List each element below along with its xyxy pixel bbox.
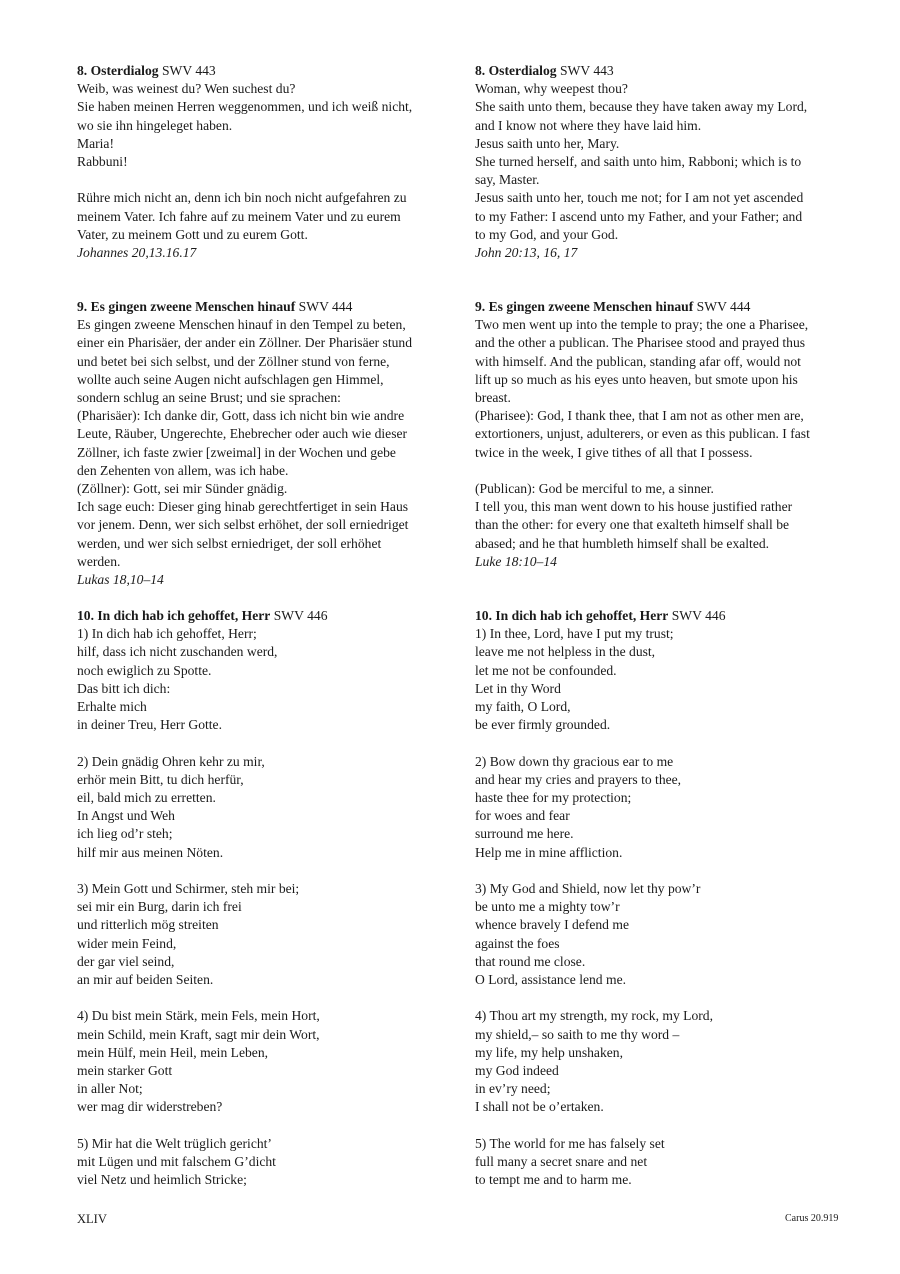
text-line: Zöllner, ich faste zwier [zweimal] in der Wochen und gebe (77, 444, 396, 460)
text-line: 1) In thee, Lord, have I put my trust; (475, 626, 674, 642)
text-line: an mir auf beiden Seiten. (77, 972, 214, 988)
section-heading (475, 607, 857, 625)
swv-number: SWV 444 (298, 299, 353, 314)
text-line: den Zehenten von allem, was ich habe. (77, 462, 289, 478)
text-line: 1) In dich hab ich gehoffet, Herr; (77, 626, 257, 642)
text-line: Jesus saith unto her, touch me not; for I am not yet ascended (475, 190, 804, 206)
text-line: Jesus saith unto her, Mary. (475, 135, 620, 151)
text-line: Maria! (77, 135, 114, 151)
text-line: (Zöllner): Gott, sei mir Sünder gnädig. (77, 481, 288, 497)
stanza-gap (77, 989, 459, 1007)
section-heading (475, 298, 857, 316)
text-line: extortioners, unjust, adulterers, or even as this publican. I fast (475, 426, 810, 442)
text-line: Leute, Räuber, Ungerechte, Ehebrecher oder auch wie dieser (77, 426, 408, 442)
text-line: be ever firmly grounded. (475, 717, 611, 733)
stanza-gap (77, 862, 459, 880)
text-line: ich lieg od’r steh; (77, 826, 173, 842)
text-line: 2) Bow down thy gracious ear to me (475, 753, 674, 769)
text-line: surround me here. (475, 826, 574, 842)
text-line: hilf mir aus meinen Nöten. (77, 844, 224, 860)
text-line: abased; and he that humbleth himself shall be exalted. (475, 535, 770, 551)
text-line: against the foes (475, 935, 560, 951)
text-line: Two men went up into the temple to pray; the one a Pharisee, (475, 317, 809, 333)
text-line: and I know not where they have laid him. (475, 117, 702, 133)
text-line: Rabbuni! (77, 154, 128, 170)
text-line: breast. (475, 390, 511, 406)
stanza-gap (475, 1117, 857, 1135)
text-line: twice in the week, I give tithes of all that I possess. (475, 444, 753, 460)
text-line: Vater, zu meinem Gott und zu eurem Gott. (77, 226, 308, 242)
text-line: 5) Mir hat die Welt trüglich gericht’ (77, 1135, 272, 1151)
text-line: In Angst und Weh (77, 808, 175, 824)
text-line: werden, und wer sich selbst erniedriget, der soll erhöhet (77, 535, 382, 551)
text-line: viel Netz und heimlich Stricke; (77, 1172, 247, 1188)
german-section-9 (77, 298, 459, 589)
text-line: Ich sage euch: Dieser ging hinab gerechtfertiget in sein Haus (77, 499, 409, 515)
stanza-gap (475, 462, 857, 480)
section-heading (77, 298, 459, 316)
text-line: in ev’ry need; (475, 1081, 551, 1097)
text-line: eil, bald mich zu erretten. (77, 790, 216, 806)
text-line: with himself. And the publican, standing afar off, would not (475, 353, 801, 369)
text-line: Weib, was weinest du? Wen suchest du? (77, 81, 296, 97)
swv-number: SWV 446 (671, 608, 726, 623)
swv-number: SWV 446 (273, 608, 328, 623)
scripture-source: Lukas 18,10–14 (77, 572, 164, 588)
text-line: noch ewiglich zu Spotte. (77, 662, 212, 678)
text-line: Let in thy Word (475, 680, 561, 696)
stanza-gap (77, 1117, 459, 1135)
text-line: I tell you, this man went down to his house justified rather (475, 499, 793, 515)
text-line: Help me in mine affliction. (475, 844, 623, 860)
stanza-gap (77, 734, 459, 752)
scripture-source: Luke 18:10–14 (475, 553, 557, 569)
english-section-10 (475, 607, 857, 1189)
text-line: O Lord, assistance lend me. (475, 972, 626, 988)
stanza-gap (77, 171, 459, 189)
text-line: and the other a publican. The Pharisee stood and prayed thus (475, 335, 806, 351)
text-line: hilf, dass ich nicht zuschanden werd, (77, 644, 278, 660)
text-line: let me not be confounded. (475, 662, 617, 678)
text-line: 3) Mein Gott und Schirmer, steh mir bei; (77, 881, 300, 897)
text-line: (Publican): God be merciful to me, a sinner. (475, 481, 714, 497)
section-title: 10. In dich hab ich gehoffet, Herr (77, 608, 271, 623)
text-line: (Pharisäer): Ich danke dir, Gott, dass ich nicht bin wie andre (77, 408, 405, 424)
text-line: that round me close. (475, 953, 586, 969)
german-section-10 (77, 607, 459, 1189)
text-line: She turned herself, and saith unto him, Rabboni; which is to (475, 154, 802, 170)
text-line: wo sie ihn hingeleget haben. (77, 117, 233, 133)
page-number: XLIV (77, 1212, 107, 1226)
section-title: 8. Osterdialog (475, 63, 557, 78)
section-heading (77, 62, 459, 80)
text-line: meinem Vater. Ich fahre auf zu meinem Vater und zu eurem (77, 208, 401, 224)
stanza-gap (475, 734, 857, 752)
catalog-number: Carus 20.919 (785, 1213, 839, 1224)
text-line: erhör mein Bitt, tu dich herfür, (77, 771, 244, 787)
text-line: Erhalte mich (77, 699, 147, 715)
section-heading (475, 62, 857, 80)
text-line: 4) Du bist mein Stärk, mein Fels, mein Hort, (77, 1008, 320, 1024)
text-line: vor jenem. Denn, wer sich selbst erhöhet, der soll erniedriget (77, 517, 409, 533)
text-line: werden. (77, 553, 121, 569)
text-line: Woman, why weepest thou? (475, 81, 628, 97)
text-line: leave me not helpless in the dust, (475, 644, 656, 660)
section-title: 9. Es gingen zweene Menschen hinauf (77, 299, 296, 314)
text-line: mein Schild, mein Kraft, sagt mir dein Wort, (77, 1026, 320, 1042)
text-line: Rühre mich nicht an, denn ich bin noch nicht aufgefahren zu (77, 190, 407, 206)
text-line: sei mir ein Burg, darin ich frei (77, 899, 242, 915)
text-line: mein Hülf, mein Heil, mein Leben, (77, 1044, 269, 1060)
section-title: 10. In dich hab ich gehoffet, Herr (475, 608, 669, 623)
stanza-gap (475, 862, 857, 880)
scripture-source: John 20:13, 16, 17 (475, 245, 578, 261)
section-title: 9. Es gingen zweene Menschen hinauf (475, 299, 694, 314)
text-line: my life, my help unshaken, (475, 1044, 623, 1060)
swv-number: SWV 444 (696, 299, 751, 314)
swv-number: SWV 443 (559, 63, 614, 78)
english-section-8 (475, 62, 857, 262)
text-line: und ritterlich mög streiten (77, 917, 219, 933)
text-line: say, Master. (475, 172, 540, 188)
text-line: my shield,– so saith to me thy word – (475, 1026, 680, 1042)
text-line: wollte auch seine Augen nicht aufschlagen gen Himmel, (77, 371, 384, 387)
section-heading (77, 607, 459, 625)
text-line: my God indeed (475, 1063, 559, 1079)
text-line: my faith, O Lord, (475, 699, 571, 715)
text-line: 3) My God and Shield, now let thy pow’r (475, 881, 701, 897)
text-line: I shall not be o’ertaken. (475, 1099, 604, 1115)
text-line: mit Lügen und mit falschem G’dicht (77, 1154, 276, 1170)
text-line: to my God, and your God. (475, 226, 619, 242)
text-line: lift up so much as his eyes unto heaven, but smote upon his (475, 371, 798, 387)
text-line: Es gingen zweene Menschen hinauf in den Tempel zu beten, (77, 317, 406, 333)
text-line: for woes and fear (475, 808, 570, 824)
text-line: in deiner Treu, Herr Gotte. (77, 717, 222, 733)
text-line: sondern schlug an seine Brust; und sie sprachen: (77, 390, 341, 406)
text-line: wer mag dir widerstreben? (77, 1099, 223, 1115)
scripture-source: Johannes 20,13.16.17 (77, 245, 197, 261)
text-line: wider mein Feind, (77, 935, 177, 951)
text-line: und betet bei sich selbst, und der Zöllner stund von ferne, (77, 353, 390, 369)
section-title: 8. Osterdialog (77, 63, 159, 78)
text-line: 4) Thou art my strength, my rock, my Lord, (475, 1008, 713, 1024)
text-line: einer ein Pharisäer, der ander ein Zöllner. Der Pharisäer stund (77, 335, 413, 351)
german-section-8 (77, 62, 459, 262)
text-line: She saith unto them, because they have taken away my Lord, (475, 99, 808, 115)
english-section-9 (475, 298, 857, 571)
stanza-gap (475, 989, 857, 1007)
text-line: whence bravely I defend me (475, 917, 629, 933)
text-line: to my Father: I ascend unto my Father, and your Father; and (475, 208, 803, 224)
text-line: than the other: for every one that exalteth himself shall be (475, 517, 790, 533)
text-line: full many a secret snare and net (475, 1154, 648, 1170)
text-line: mein starker Gott (77, 1063, 173, 1079)
text-line: and hear my cries and prayers to thee, (475, 771, 682, 787)
text-line: haste thee for my protection; (475, 790, 632, 806)
text-line: der gar viel seind, (77, 953, 175, 969)
text-line: be unto me a mighty tow’r (475, 899, 620, 915)
text-line: (Pharisee): God, I thank thee, that I am not as other men are, (475, 408, 804, 424)
text-line: to tempt me and to harm me. (475, 1172, 632, 1188)
text-line: 2) Dein gnädig Ohren kehr zu mir, (77, 753, 265, 769)
swv-number: SWV 443 (161, 63, 216, 78)
text-line: Sie haben meinen Herren weggenommen, und ich weiß nicht, (77, 99, 413, 115)
text-line: 5) The world for me has falsely set (475, 1135, 665, 1151)
text-line: in aller Not; (77, 1081, 143, 1097)
text-line: Das bitt ich dich: (77, 680, 171, 696)
